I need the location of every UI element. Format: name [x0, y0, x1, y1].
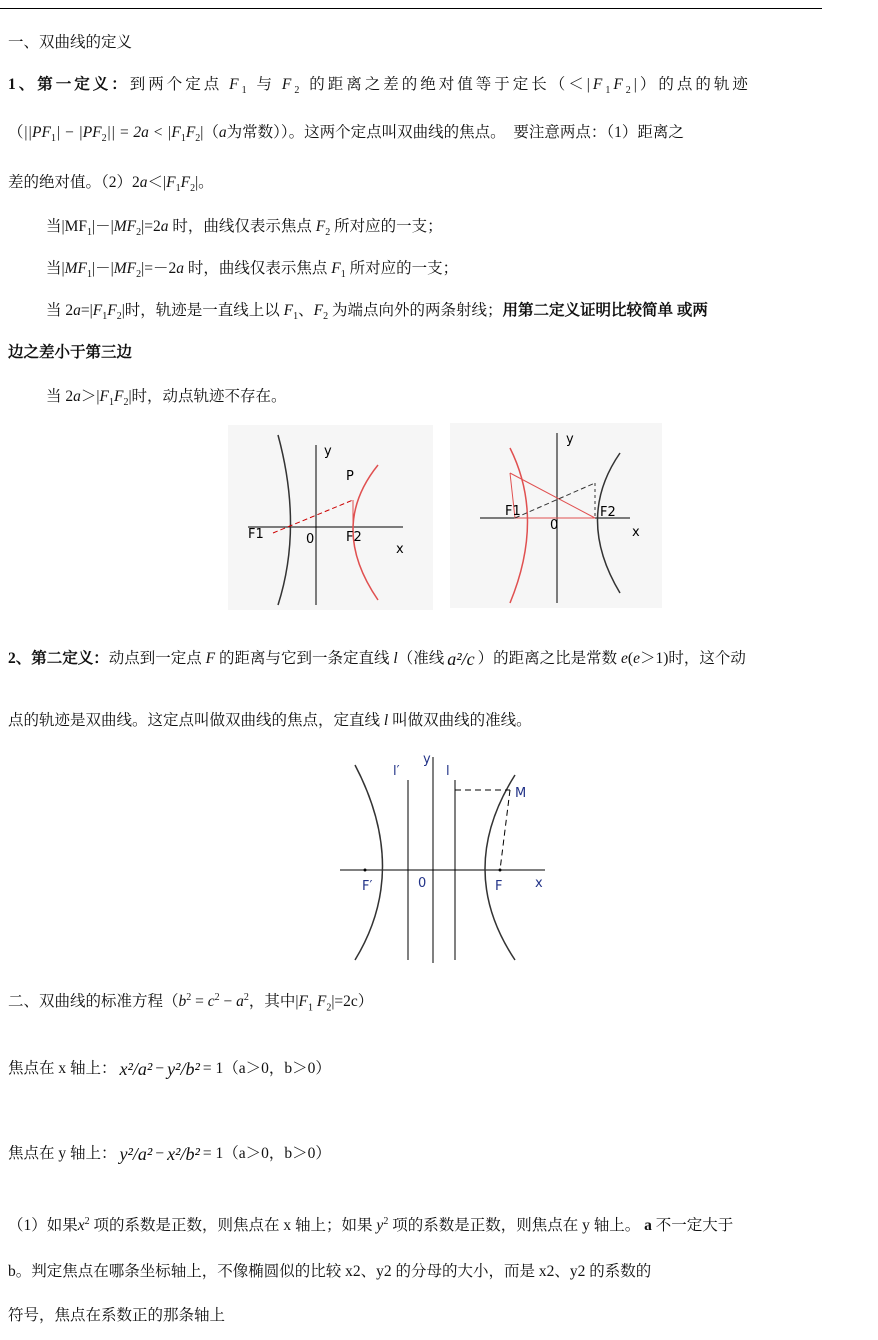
label-origin: 0: [306, 532, 315, 547]
label-f2: F2: [346, 530, 362, 545]
math-symbol: a: [160, 218, 169, 235]
subscript: 2: [326, 1002, 332, 1014]
math-symbol: F: [315, 218, 326, 235]
fraction: a²/c: [447, 649, 475, 670]
text-segment: a: [644, 1217, 652, 1235]
text-segment: (: [627, 650, 634, 667]
text-segment: |时，动点轨迹不存在。: [128, 388, 287, 405]
math-symbol: x: [77, 1217, 85, 1235]
math-symbol: a: [139, 174, 148, 191]
math-symbol: e: [633, 650, 640, 667]
subscript: 2: [116, 311, 122, 323]
subscript: 1: [605, 85, 614, 97]
top-rule: [0, 8, 822, 9]
text-segment: 不一定大于: [651, 1217, 734, 1235]
math-symbol: MF: [113, 218, 137, 235]
label-f2: F2: [600, 505, 616, 520]
fraction: y²/a²: [119, 1144, 153, 1165]
distance-to-focus: [500, 790, 510, 870]
math-symbol: MF: [113, 260, 137, 277]
math-symbol: | − |PF: [55, 124, 102, 141]
text-segment: 为端点向外的两条射线；: [328, 302, 503, 319]
subscript: 2: [190, 183, 196, 195]
case-positive: [46, 216, 443, 244]
subscript: 2: [136, 227, 142, 239]
subscript: 2: [325, 227, 331, 239]
text-segment: = 1（a＞0，b＞0）: [202, 1145, 331, 1162]
text-segment: 到两个定点: [129, 76, 230, 93]
figure-first-definition-left: [228, 425, 433, 610]
text-segment: 焦点在 x 轴上：: [8, 1060, 117, 1077]
note-1-cont: [8, 1261, 651, 1283]
text-segment: 动点到一定点: [108, 650, 206, 667]
math-symbol: e: [621, 650, 628, 667]
label-x: x: [535, 876, 543, 891]
math-symbol: F: [99, 388, 109, 405]
math-symbol: F: [92, 302, 103, 319]
subscript: 1: [87, 269, 92, 281]
text-segment: |=2: [141, 218, 161, 235]
subscript: 1: [175, 183, 181, 195]
text-segment: |－|: [92, 218, 114, 235]
text-segment: 焦点在 y 轴上：: [8, 1145, 117, 1162]
case-equal: [46, 300, 708, 328]
case-equal-cont: [8, 342, 132, 364]
text-segment: 所对应的一支；: [345, 260, 459, 277]
math-symbol: a: [73, 302, 81, 319]
math-symbol: a: [218, 124, 227, 141]
text-segment: （准线: [397, 650, 445, 667]
math-symbol: F: [107, 302, 117, 319]
subscript: 1: [102, 311, 108, 323]
text-segment: b。判定焦点在哪条坐标轴上，不像椭圆似的比较 x2、y2 的分母的大小，而是 x2、y2 的系数的: [8, 1263, 652, 1280]
text-segment: −: [155, 1060, 165, 1077]
subscript: 2: [123, 397, 129, 409]
label-y: y: [324, 444, 332, 459]
subscript: 1: [108, 397, 114, 409]
subscript: 1: [241, 85, 250, 97]
math-symbol: F: [281, 76, 295, 93]
text-segment: ＜|: [147, 174, 167, 191]
text-segment: 项的系数是正数，则焦点在 x 轴上；如果: [89, 1217, 377, 1235]
text-segment: |: [200, 124, 204, 141]
superscript: 2: [243, 992, 249, 1003]
math-symbol: F: [229, 76, 242, 93]
math-symbol: F: [613, 76, 626, 93]
subscript: 1: [340, 269, 346, 281]
text-segment: 所对应的一支；: [330, 218, 443, 235]
label-l-prime: l′: [393, 764, 400, 779]
math-symbol: c: [207, 993, 215, 1011]
focus-left: [364, 869, 367, 872]
right-branch: [485, 775, 515, 960]
text-segment: 项的系数是正数，则焦点在 y 轴上。: [388, 1217, 645, 1235]
label-f1: F1: [248, 527, 264, 542]
second-definition: [8, 648, 746, 670]
label-f: F: [495, 879, 503, 894]
fraction: x²/a²: [119, 1059, 153, 1080]
label-f-prime: F′: [362, 879, 373, 894]
note-1: [8, 1211, 733, 1237]
label-f1: F1: [505, 504, 521, 519]
subscript: 1: [180, 133, 186, 145]
subscript: 1: [87, 227, 93, 239]
focus-right: [499, 869, 502, 872]
label-m: M: [515, 786, 527, 801]
label-p: P: [346, 469, 354, 484]
math-symbol: || = 2a < |F: [106, 124, 181, 141]
text-segment: |）的点的轨迹: [633, 76, 751, 93]
math-symbol: F: [113, 388, 124, 405]
math-symbol: F: [313, 302, 324, 319]
subscript: 1: [50, 133, 56, 145]
label-l: l: [446, 764, 450, 779]
label-y: y: [566, 432, 574, 447]
fraction: x²/b²: [167, 1144, 200, 1165]
text-segment: =|: [80, 302, 93, 319]
label-y: y: [423, 752, 431, 767]
text-segment: 一、双曲线的定义: [8, 34, 133, 51]
case-greater: [46, 386, 287, 414]
superscript: 2: [383, 1216, 389, 1227]
math-symbol: F: [180, 174, 191, 191]
superscript: 2: [84, 1216, 90, 1227]
text-segment: 时，曲线仅表示焦点: [183, 260, 332, 277]
superscript: 2: [186, 992, 192, 1003]
math-symbol: y: [376, 1217, 384, 1235]
text-segment: 差的绝对值。（2）2: [8, 174, 140, 191]
math-symbol: b: [178, 993, 187, 1011]
text-segment: 与: [249, 76, 282, 93]
section-1-heading: [8, 32, 132, 54]
math-symbol: F: [185, 124, 196, 141]
label-origin: 0: [418, 876, 427, 891]
text-segment: = 1（a＞0，b＞0）: [202, 1060, 331, 1077]
first-definition: [8, 74, 751, 102]
math-symbol: l: [393, 650, 398, 667]
label-origin: 0: [550, 518, 559, 533]
text-segment: |时，轨迹是一直线上以: [121, 302, 284, 319]
subscript: 1: [307, 1002, 313, 1014]
subscript: 1: [293, 311, 299, 323]
text-segment: （1）如果: [8, 1217, 78, 1235]
text-segment: 时，曲线仅表示焦点: [168, 218, 316, 235]
text-segment: 用第二定义证明比较简单 或两: [502, 302, 708, 319]
note-1-end: [8, 1305, 225, 1327]
text-segment: 的距离之差的绝对值等于定长（＜|: [302, 76, 593, 93]
math-symbol: F: [166, 174, 176, 191]
section-2-heading: [8, 987, 373, 1019]
equation-x-axis: [8, 1058, 331, 1080]
text-segment: |。: [195, 174, 214, 191]
math-symbol: a: [176, 260, 184, 277]
math-symbol: MF: [64, 260, 87, 277]
math-symbol: F: [205, 650, 216, 667]
math-symbol: F: [312, 993, 327, 1011]
math-symbol: F: [331, 260, 341, 277]
text-segment: −: [155, 1145, 165, 1162]
text-segment: ＞1)时，这个动: [639, 650, 746, 667]
second-definition-cont: [8, 710, 532, 732]
text-segment: 点的轨迹是双曲线。这定点叫做双曲线的焦点，定直线: [8, 712, 384, 729]
subscript: 2: [323, 311, 329, 323]
math-symbol: F: [283, 302, 294, 319]
text-segment: −: [219, 993, 237, 1011]
label-x: x: [632, 525, 640, 540]
text-segment: 边之差小于第三边: [8, 344, 133, 361]
first-definition-formula: [8, 122, 684, 150]
text-segment: （: [8, 124, 24, 141]
figure-background: [450, 423, 662, 608]
subscript: 2: [136, 269, 142, 281]
text-segment: 为常数））。这两个定点叫双曲线的焦点。 要注意两点：（1）距离之: [226, 124, 684, 141]
math-symbol: a: [73, 388, 81, 405]
figure-first-definition-right: [450, 423, 662, 608]
text-segment: 、: [298, 302, 314, 319]
math-symbol: l: [383, 712, 389, 729]
first-definition-note: [8, 172, 214, 200]
text-segment: |=－2: [141, 260, 177, 277]
math-symbol: ||PF: [23, 124, 51, 141]
subscript: 2: [195, 133, 201, 145]
subscript: 2: [625, 85, 634, 97]
text-segment: 当 2: [46, 388, 74, 405]
text-segment: 当|: [46, 260, 65, 277]
fraction: y²/b²: [167, 1059, 200, 1080]
superscript: 2: [214, 992, 220, 1003]
text-segment: （: [203, 124, 219, 141]
label-x: x: [396, 542, 404, 557]
text-segment: 1、第一定义：: [8, 76, 130, 93]
text-segment: =: [191, 993, 208, 1011]
math-symbol: a: [236, 993, 244, 1011]
subscript: 2: [101, 133, 107, 145]
text-segment: 的距离与它到一条定直线: [215, 650, 394, 667]
text-segment: 当|MF: [46, 218, 88, 235]
math-symbol: F: [592, 76, 606, 93]
subscript: 2: [294, 85, 303, 97]
text-segment: ，其中|: [248, 993, 299, 1011]
case-negative: [46, 258, 458, 286]
math-symbol: F: [298, 993, 308, 1011]
text-segment: 叫做双曲线的准线。: [388, 712, 532, 729]
figure-second-definition: [340, 745, 555, 965]
left-branch: [355, 765, 383, 960]
text-segment: ＞|: [80, 388, 100, 405]
equation-y-axis: [8, 1143, 331, 1165]
text-segment: |=2c）: [331, 993, 374, 1011]
text-segment: 二、双曲线的标准方程（: [8, 993, 179, 1011]
text-segment: ）的距离之比是常数: [477, 650, 621, 667]
text-segment: 2、第二定义：: [8, 650, 109, 667]
text-segment: 当 2: [46, 302, 74, 319]
text-segment: |－|: [92, 260, 114, 277]
text-segment: 符号，焦点在系数正的那条轴上: [8, 1307, 226, 1324]
